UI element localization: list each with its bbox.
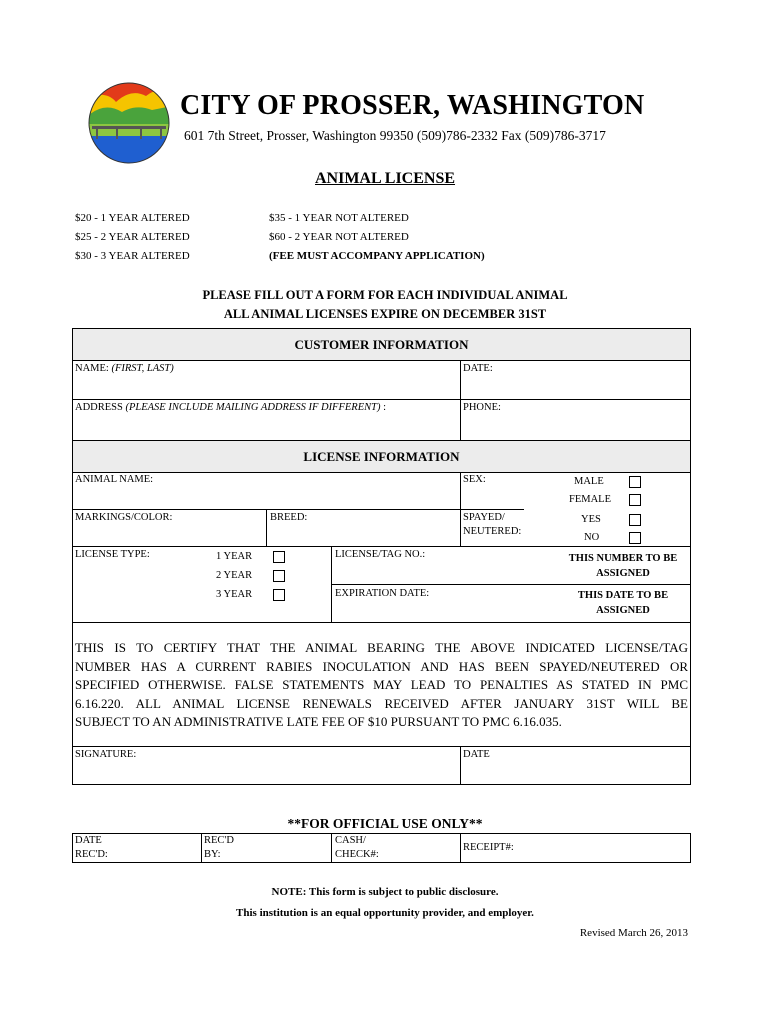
spayed-label: SPAYED/ (463, 512, 505, 523)
exp-note-1: THIS DATE TO BE (577, 590, 669, 601)
tag-note-1: THIS NUMBER TO BE (568, 553, 678, 564)
notice-line-2: ALL ANIMAL LICENSES EXPIRE ON DECEMBER 31ST (223, 307, 547, 321)
male-checkbox[interactable] (629, 476, 641, 488)
cert-line-5: SUBJECT TO AN ADMINISTRATIVE LATE FEE OF $10 PURSUANT TO PMC 6.16.035. (75, 714, 562, 729)
breed-field[interactable] (270, 524, 458, 544)
receipt-label: RECEIPT#: (463, 842, 514, 853)
fee-not-altered-1: $35 - 1 YEAR NOT ALTERED (269, 212, 409, 224)
name-field[interactable] (76, 375, 460, 397)
year-2-checkbox[interactable] (273, 570, 285, 582)
female-label: FEMALE (569, 494, 611, 505)
male-label: MALE (574, 476, 604, 487)
address-label: ADDRESS (PLEASE INCLUDE MAILING ADDRESS IF DIFFERENT) : (75, 402, 387, 413)
fee-altered-2: $25 - 2 YEAR ALTERED (75, 231, 190, 243)
expiration-label: EXPIRATION DATE: (335, 588, 430, 599)
signature-date-field[interactable] (463, 761, 688, 783)
markings-label: MARKINGS/COLOR: (75, 512, 173, 523)
address-field[interactable] (76, 415, 460, 437)
revised-date: Revised March 26, 2013 (579, 927, 688, 939)
signature-field[interactable] (76, 761, 460, 783)
cert-line-4: 6.16.220. ALL ANIMAL LICENSE RENEWALS RECEIVED AFTER JANUARY 31ST WILL BE (75, 695, 688, 711)
no-label: NO (584, 532, 600, 543)
fee-note: (FEE MUST ACCOMPANY APPLICATION) (269, 250, 485, 262)
no-checkbox[interactable] (629, 532, 641, 544)
certification-text (75, 639, 688, 732)
customer-info-heading: CUSTOMER INFORMATION (73, 329, 690, 360)
city-address: 601 7th Street, Prosser, Washington 99350 (509)786-2332 Fax (509)786-3717 (184, 128, 606, 143)
female-checkbox[interactable] (629, 494, 641, 506)
cert-line-1: THIS IS TO CERTIFY THAT THE ANIMAL BEARING THE ABOVE INDICATED LICENSE/TAG (75, 640, 688, 655)
cash-label-2: CHECK#: (335, 849, 379, 860)
recd-by-label-1: REC'D (204, 835, 234, 846)
year-3-checkbox[interactable] (273, 589, 285, 601)
tag-note-2: ASSIGNED (596, 568, 650, 579)
date-recd-label-1: DATE (75, 835, 102, 846)
form-title: ANIMAL LICENSE (314, 170, 456, 187)
year-1-label: 1 YEAR (216, 551, 253, 562)
fee-not-altered-2: $60 - 2 YEAR NOT ALTERED (269, 231, 409, 243)
notice-line-1: PLEASE FILL OUT A FORM FOR EACH INDIVIDUAL ANIMAL (202, 288, 568, 302)
phone-label: PHONE: (463, 402, 501, 413)
date-field[interactable] (463, 375, 688, 397)
phone-field[interactable] (463, 415, 688, 437)
sex-label: SEX: (463, 474, 486, 485)
breed-label: BREED: (270, 512, 308, 523)
year-3-label: 3 YEAR (216, 589, 253, 600)
exp-note-2: ASSIGNED (596, 605, 650, 616)
year-1-checkbox[interactable] (273, 551, 285, 563)
city-logo (86, 80, 172, 166)
cert-line-2: NUMBER HAS A CURRENT RABIES INOCULATION AND HAS BEEN SPAYED/NEUTERED OR (75, 658, 688, 674)
name-label: NAME: (FIRST, LAST) (75, 363, 174, 374)
recd-by-label-2: BY: (204, 849, 221, 860)
date-recd-label-2: REC'D: (75, 849, 108, 860)
official-use-heading: **FOR OFFICIAL USE ONLY** (287, 816, 483, 831)
official-use-table (72, 833, 691, 863)
date-label: DATE: (463, 363, 493, 374)
fee-altered-1: $20 - 1 YEAR ALTERED (75, 212, 190, 224)
signature-label: SIGNATURE: (75, 749, 137, 760)
license-info-heading: LICENSE INFORMATION (73, 441, 690, 472)
license-type-label: LICENSE TYPE: (75, 549, 150, 560)
yes-checkbox[interactable] (629, 514, 641, 526)
fee-altered-3: $30 - 3 YEAR ALTERED (75, 250, 190, 262)
cert-line-3: SPECIFIED OTHERWISE. FALSE STATEMENTS MAY LEAD TO PENALTIES AS STATED IN PMC (75, 677, 688, 692)
cash-label-1: CASH/ (335, 835, 366, 846)
disclosure-note: NOTE: This form is subject to public disclosure. (271, 886, 499, 898)
animal-name-label: ANIMAL NAME: (75, 474, 154, 485)
city-title: CITY OF PROSSER, WASHINGTON (180, 90, 645, 121)
yes-label: YES (581, 514, 601, 525)
neutered-label: NEUTERED: (463, 526, 522, 537)
eeo-statement: This institution is an equal opportunity provider, and employer. (236, 907, 534, 919)
year-2-label: 2 YEAR (216, 570, 253, 581)
markings-field[interactable] (76, 524, 266, 544)
signature-date-label: DATE (463, 749, 490, 760)
animal-name-field[interactable] (76, 487, 460, 507)
tag-label: LICENSE/TAG NO.: (335, 549, 426, 560)
